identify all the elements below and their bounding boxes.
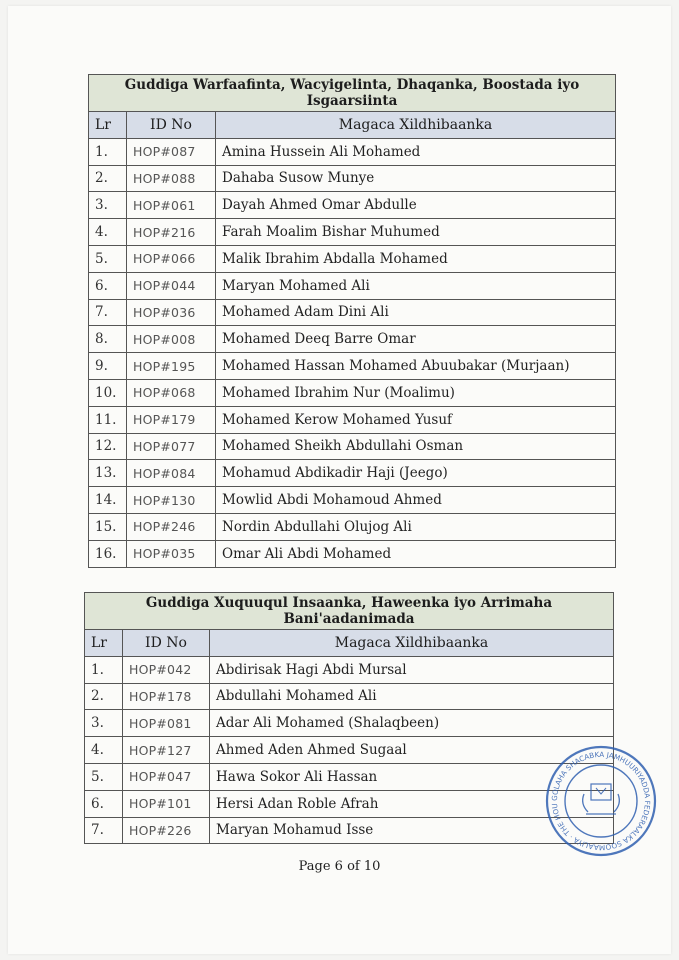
table-row [89, 326, 616, 353]
row-number: 14. [89, 487, 127, 514]
member-id: HOP#068 [127, 379, 216, 406]
row-number: 15. [89, 513, 127, 540]
row-number: 6. [85, 790, 123, 817]
committee-table-body [89, 138, 616, 567]
member-id: HOP#066 [127, 245, 216, 272]
member-id: HOP#195 [127, 353, 216, 380]
table-row [85, 737, 614, 764]
member-id: HOP#081 [123, 710, 210, 737]
member-id: HOP#061 [127, 192, 216, 219]
row-number: 1. [89, 138, 127, 165]
member-name: Mohamed Sheikh Abdullahi Osman [216, 433, 616, 460]
member-name: Mowlid Abdi Mohamoud Ahmed [216, 487, 616, 514]
table-row [89, 192, 616, 219]
member-name: Adar Ali Mohamed (Shalaqbeen) [210, 710, 614, 737]
member-name: Mohamed Deeq Barre Omar [216, 326, 616, 353]
member-name: Mohamed Hassan Mohamed Abuubakar (Murjaan) [216, 353, 616, 380]
member-id: HOP#035 [127, 540, 216, 567]
member-name: Ahmed Aden Ahmed Sugaal [210, 737, 614, 764]
member-id: HOP#008 [127, 326, 216, 353]
member-name: Hawa Sokor Ali Hassan [210, 763, 614, 790]
row-number: 7. [89, 299, 127, 326]
table-row [89, 272, 616, 299]
member-name: Mohamed Kerow Mohamed Yusuf [216, 406, 616, 433]
table-row [85, 683, 614, 710]
row-number: 12. [89, 433, 127, 460]
column-header-name: Magaca Xildhibaanka [210, 630, 614, 657]
member-id: HOP#179 [127, 406, 216, 433]
svg-text:GOLAHA SHACABKA JAMHUURIYADDA: GOLAHA SHACABKA JAMHUURIYADDA FEDERAALKA SOOMAALIYA · THE HOU [549, 749, 653, 853]
row-number: 4. [89, 219, 127, 246]
member-name: Maryan Mohamed Ali [216, 272, 616, 299]
member-id: HOP#036 [127, 299, 216, 326]
member-id: HOP#246 [127, 513, 216, 540]
row-number: 5. [89, 245, 127, 272]
row-number: 4. [85, 737, 123, 764]
table-row [89, 138, 616, 165]
member-id: HOP#127 [123, 737, 210, 764]
member-id: HOP#178 [123, 683, 210, 710]
row-number: 8. [89, 326, 127, 353]
member-name: Omar Ali Abdi Mohamed [216, 540, 616, 567]
member-id: HOP#087 [127, 138, 216, 165]
member-id: HOP#130 [127, 487, 216, 514]
committee-table-body [85, 656, 614, 844]
table-row [89, 379, 616, 406]
table-row [89, 165, 616, 192]
row-number: 2. [89, 165, 127, 192]
row-number: 10. [89, 379, 127, 406]
member-name: Malik Ibrahim Abdalla Mohamed [216, 245, 616, 272]
member-id: HOP#216 [127, 219, 216, 246]
member-id: HOP#101 [123, 790, 210, 817]
row-number: 5. [85, 763, 123, 790]
table-row [89, 406, 616, 433]
table-row [85, 763, 614, 790]
row-number: 6. [89, 272, 127, 299]
member-name: Hersi Adan Roble Afrah [210, 790, 614, 817]
row-number: 16. [89, 540, 127, 567]
row-number: 3. [89, 192, 127, 219]
table-row [85, 790, 614, 817]
member-name: Abdirisak Hagi Abdi Mursal [210, 656, 614, 683]
table-row [89, 433, 616, 460]
column-header-number: Lr [89, 112, 127, 139]
member-id: HOP#088 [127, 165, 216, 192]
member-name: Abdullahi Mohamed Ali [210, 683, 614, 710]
member-name: Maryan Mohamud Isse [210, 817, 614, 844]
column-header-number: Lr [85, 630, 123, 657]
member-id: HOP#226 [123, 817, 210, 844]
table-row [85, 710, 614, 737]
member-id: HOP#044 [127, 272, 216, 299]
member-name: Nordin Abdullahi Olujog Ali [216, 513, 616, 540]
table-row [85, 656, 614, 683]
table-row [89, 353, 616, 380]
member-name: Dayah Ahmed Omar Abdulle [216, 192, 616, 219]
committee-table-information [88, 74, 616, 568]
member-name: Mohamud Abdikadir Haji (Jeego) [216, 460, 616, 487]
table-row [85, 817, 614, 844]
row-number: 13. [89, 460, 127, 487]
row-number: 1. [85, 656, 123, 683]
table-row [89, 245, 616, 272]
member-id: HOP#084 [127, 460, 216, 487]
row-number: 11. [89, 406, 127, 433]
parliament-seal-icon [544, 744, 658, 858]
column-header-id: ID No [123, 630, 210, 657]
table-row [89, 540, 616, 567]
table-row [89, 219, 616, 246]
table-row [89, 513, 616, 540]
row-number: 9. [89, 353, 127, 380]
member-name: Mohamed Ibrahim Nur (Moalimu) [216, 379, 616, 406]
member-id: HOP#042 [123, 656, 210, 683]
column-header-name: Magaca Xildhibaanka [216, 112, 616, 139]
member-id: HOP#047 [123, 763, 210, 790]
table-row [89, 460, 616, 487]
table-row [89, 487, 616, 514]
row-number: 3. [85, 710, 123, 737]
table-row [89, 299, 616, 326]
member-id: HOP#077 [127, 433, 216, 460]
committee-title: Guddiga Xuquuqul Insaanka, Haweenka iyo Arrimaha Bani'aadanimada [85, 593, 614, 630]
column-header-id: ID No [127, 112, 216, 139]
member-name: Mohamed Adam Dini Ali [216, 299, 616, 326]
committee-title: Guddiga Warfaafinta, Wacyigelinta, Dhaqanka, Boostada iyo Isgaarsiinta [89, 75, 616, 112]
row-number: 7. [85, 817, 123, 844]
member-name: Dahaba Susow Munye [216, 165, 616, 192]
row-number: 2. [85, 683, 123, 710]
committee-table-human-rights [84, 592, 614, 844]
member-name: Farah Moalim Bishar Muhumed [216, 219, 616, 246]
page-number: Page 6 of 10 [298, 859, 381, 874]
member-name: Amina Hussein Ali Mohamed [216, 138, 616, 165]
